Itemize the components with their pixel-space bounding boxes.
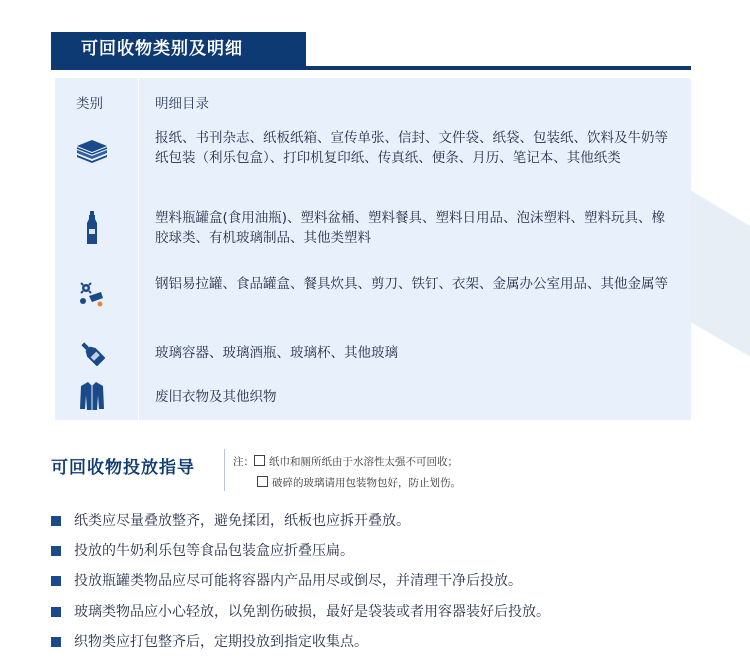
list-item-text: 投放瓶罐类物品应尽可能将容器内产品用尽或倒尽，并清理干净后投放。: [74, 573, 522, 590]
list-item-text: 玻璃类物品应小心轻放，以免割伤破损，最好是袋装或者用容器装好后投放。: [74, 603, 550, 620]
list-item: [51, 511, 731, 541]
list-item-text: 纸类应尽量叠放整齐，避免揉团，纸板也应拆开叠放。: [74, 513, 410, 529]
bullet-square-icon: [51, 607, 61, 617]
list-item-text: 投放的牛奶利乐包等食品包装盒应折叠压扁。: [74, 543, 354, 560]
bullet-square-icon: [51, 637, 61, 647]
bullet-square-icon: [51, 576, 61, 586]
note-text-1: 纸巾和厕所纸由于水溶性太强不可回收；: [269, 456, 458, 468]
guide-title: 可回收物投放指导: [51, 458, 195, 478]
metal-items-icon: [72, 278, 112, 310]
checkbox-icon: [257, 476, 268, 487]
column-divider: [138, 78, 139, 420]
row-clothing-text: 废旧衣物及其他织物: [155, 389, 277, 405]
row-plastic-text: 塑料瓶罐盒(食用油瓶)、塑料盆桶、塑料餐具、塑料日用品、泡沫塑料、塑料玩具、橡胶球类、有机玻璃制品、其他类塑料: [155, 210, 666, 246]
title-underline: [51, 66, 691, 70]
row-metal-text: 钢铝易拉罐、食品罐盒、餐具炊具、剪刀、铁钉、衣架、金属办公室用品、其他金属等: [155, 276, 668, 292]
page-title: 可回收物类别及明细: [51, 32, 306, 66]
clothing-icon: [72, 380, 112, 412]
note-line-2: [257, 476, 461, 490]
bullet-square-icon: [51, 516, 61, 526]
list-item: [51, 571, 731, 601]
bullet-square-icon: [51, 546, 61, 556]
paper-stack-icon: [72, 132, 112, 168]
note-text-2: 破碎的玻璃请用包装物包好，防止划伤。: [272, 477, 461, 489]
list-item: [51, 632, 731, 662]
row-glass-text: 玻璃容器、玻璃酒瓶、玻璃杯、其他玻璃: [155, 345, 398, 361]
glass-bottle-icon: [72, 338, 112, 368]
row-paper-text: 报纸、书刊杂志、纸板纸箱、宣传单张、信封、文件袋、纸袋、包装纸、饮料及牛奶等纸包装（利乐包盒）、打印机复印纸、传真纸、便条、月历、笔记本、其他纸类: [155, 130, 668, 166]
plastic-bottle-icon: [72, 208, 112, 248]
list-item: [51, 602, 731, 632]
header-category: 类别: [76, 96, 103, 112]
guide-list: [51, 511, 731, 662]
guide-divider: [224, 449, 225, 491]
list-item: [51, 541, 731, 571]
checkbox-icon: [254, 455, 265, 466]
note-line-1: [233, 455, 458, 469]
note-prefix: 注：: [233, 456, 254, 468]
header-detail: 明细目录: [155, 96, 209, 112]
list-item-text: 织物类应打包整齐后，定期投放到指定收集点。: [74, 633, 368, 650]
